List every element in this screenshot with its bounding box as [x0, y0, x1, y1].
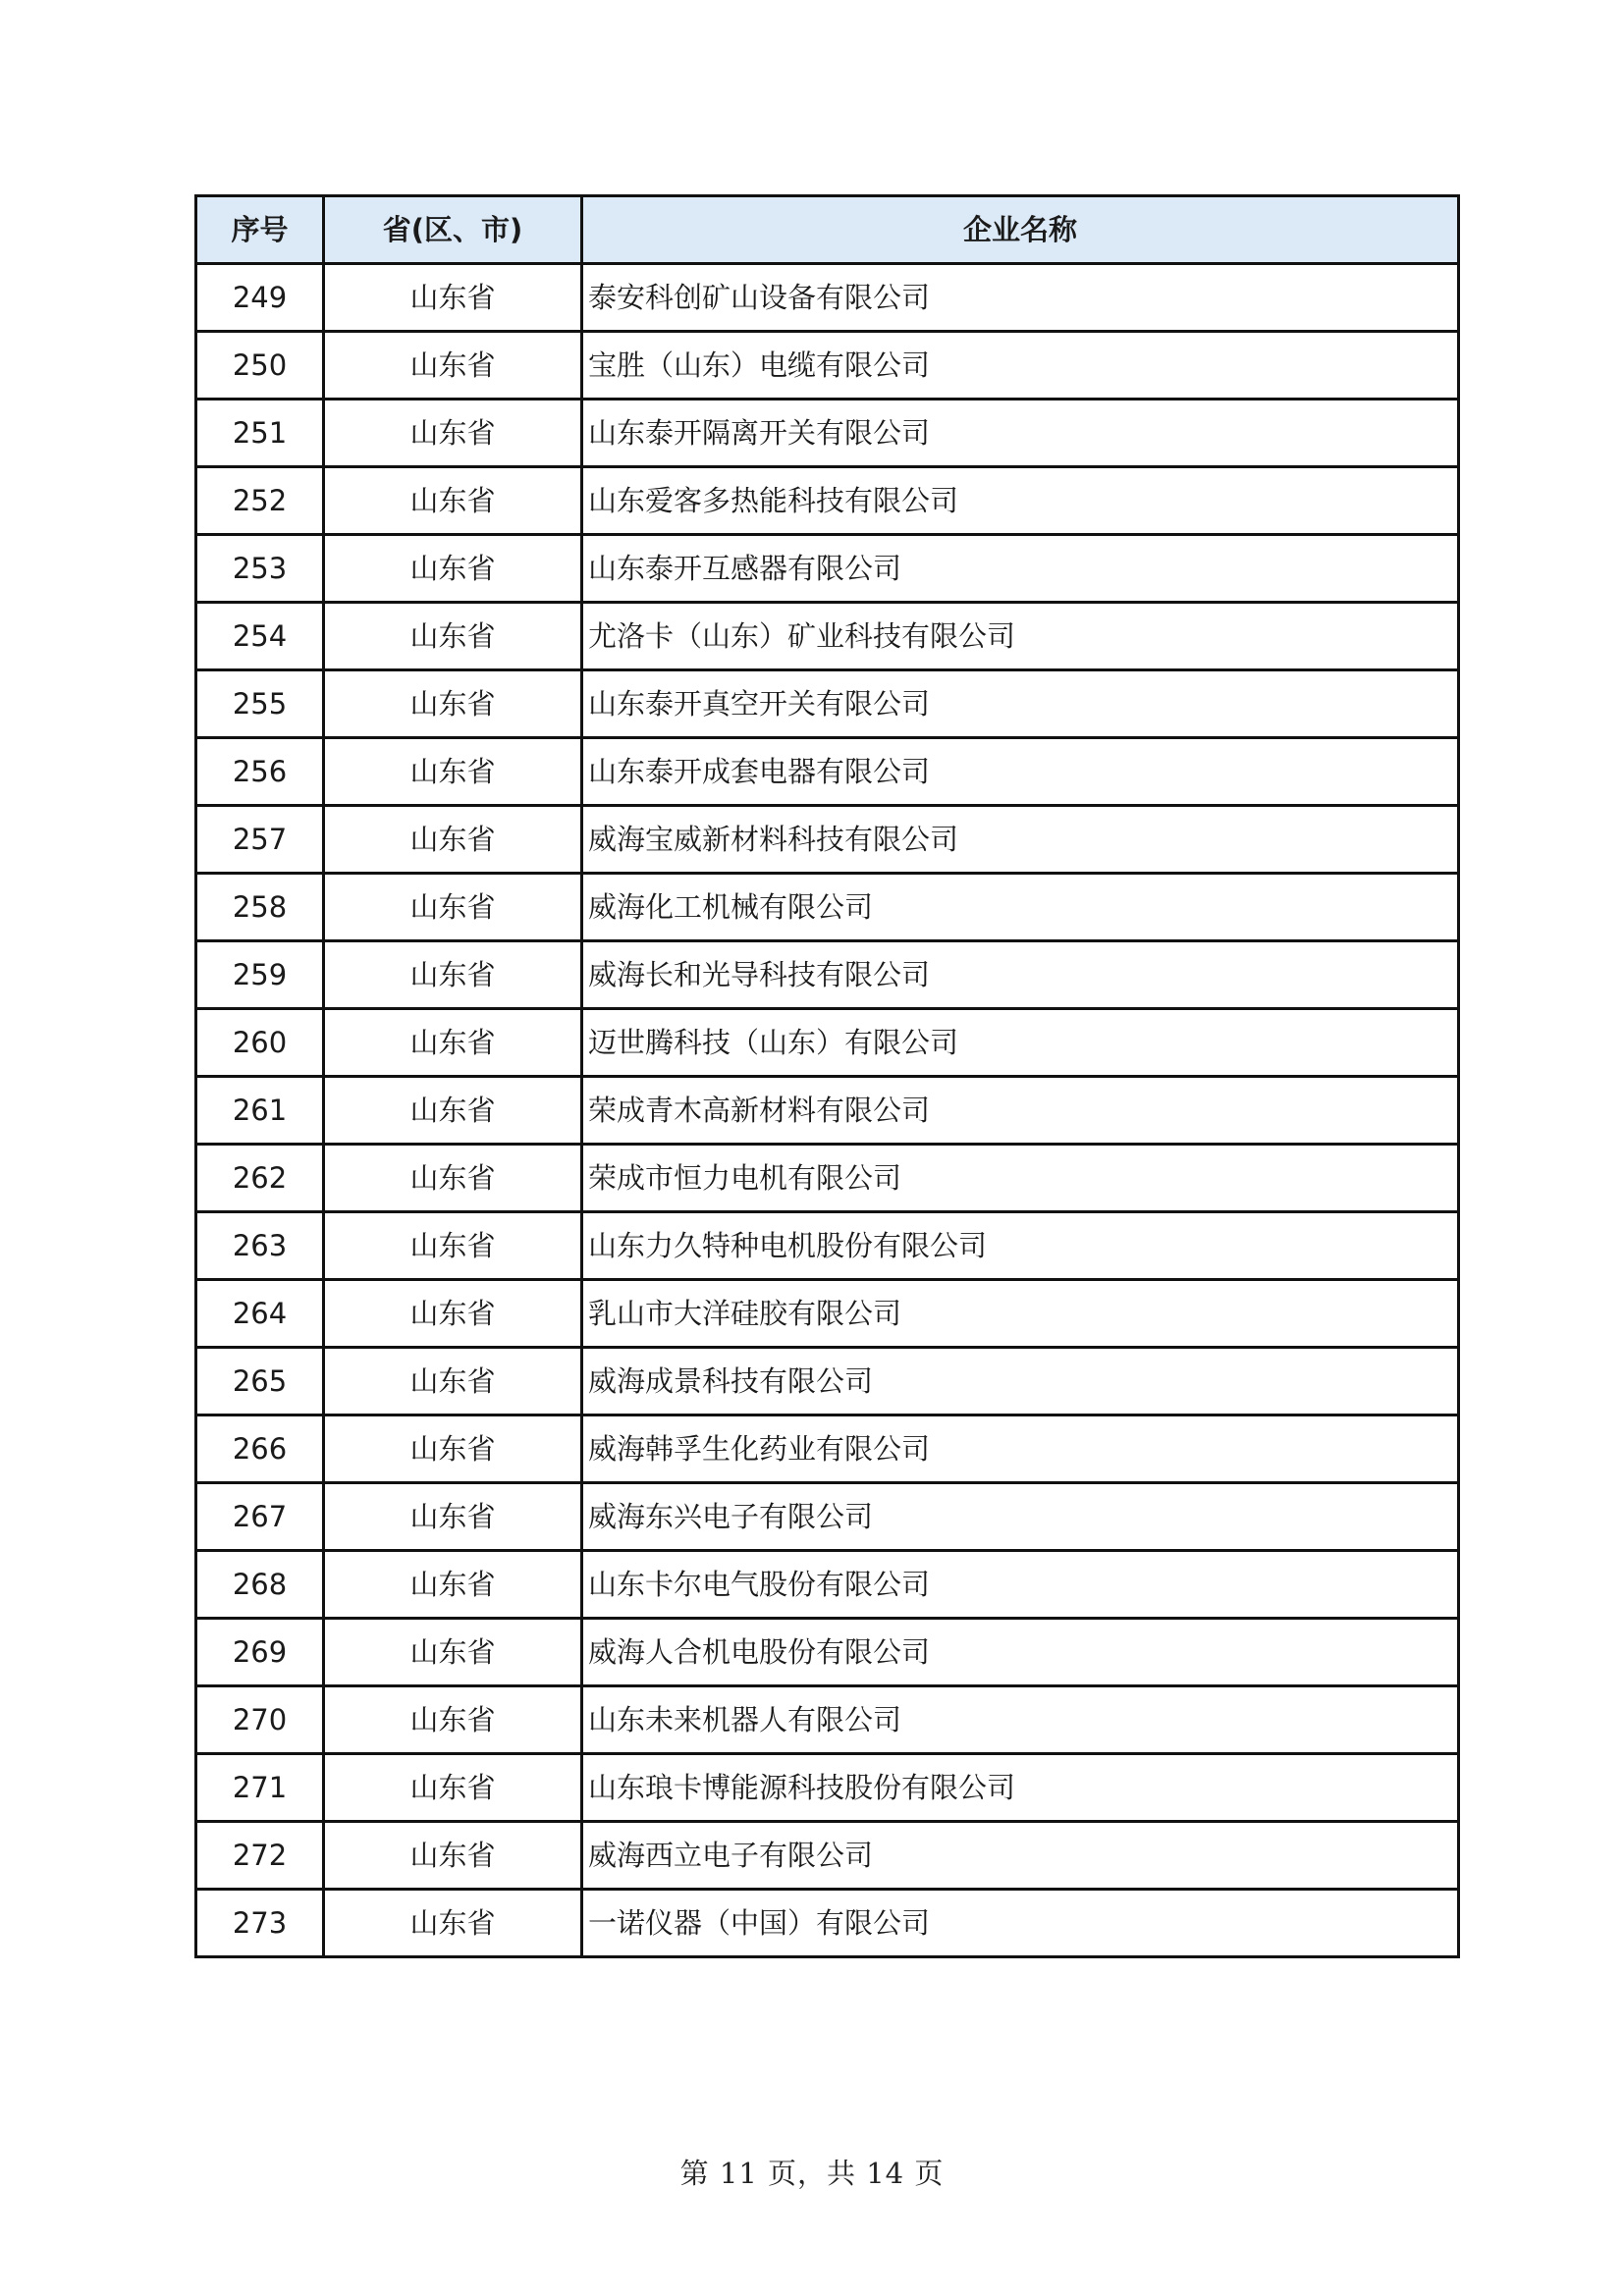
cell-serial-number: 249 — [196, 264, 324, 332]
table-row — [196, 1822, 1459, 1890]
cell-serial-number: 255 — [196, 670, 324, 738]
table-body — [196, 264, 1459, 1957]
table-row — [196, 1483, 1459, 1551]
cell-serial-number: 267 — [196, 1483, 324, 1551]
table-row — [196, 1348, 1459, 1415]
table-row — [196, 1212, 1459, 1280]
cell-province: 山东省 — [324, 332, 582, 400]
cell-company-name: 泰安科创矿山设备有限公司 — [582, 264, 1459, 332]
cell-serial-number: 258 — [196, 874, 324, 941]
table-row — [196, 1619, 1459, 1686]
table-row — [196, 332, 1459, 400]
table-row — [196, 1415, 1459, 1483]
cell-serial-number: 252 — [196, 467, 324, 535]
cell-province: 山东省 — [324, 535, 582, 603]
header-province: 省(区、市) — [324, 196, 582, 264]
cell-province: 山东省 — [324, 467, 582, 535]
cell-serial-number: 259 — [196, 941, 324, 1009]
cell-serial-number: 254 — [196, 603, 324, 670]
table-header — [196, 196, 1459, 264]
cell-province: 山东省 — [324, 1280, 582, 1348]
cell-serial-number: 273 — [196, 1890, 324, 1957]
cell-serial-number: 250 — [196, 332, 324, 400]
page-number-footer: 第 11 页，共 14 页 — [679, 2157, 945, 2190]
cell-company-name: 威海西立电子有限公司 — [582, 1822, 1459, 1890]
header-serial-number: 序号 — [196, 196, 324, 264]
cell-company-name: 山东泰开隔离开关有限公司 — [582, 400, 1459, 467]
cell-company-name: 迈世腾科技（山东）有限公司 — [582, 1009, 1459, 1077]
cell-company-name: 荣成市恒力电机有限公司 — [582, 1145, 1459, 1212]
cell-company-name: 山东琅卡博能源科技股份有限公司 — [582, 1754, 1459, 1822]
cell-province: 山东省 — [324, 264, 582, 332]
cell-company-name: 荣成青木高新材料有限公司 — [582, 1077, 1459, 1145]
cell-serial-number: 251 — [196, 400, 324, 467]
cell-company-name: 山东爱客多热能科技有限公司 — [582, 467, 1459, 535]
cell-province: 山东省 — [324, 670, 582, 738]
cell-company-name: 威海韩孚生化药业有限公司 — [582, 1415, 1459, 1483]
cell-province: 山东省 — [324, 874, 582, 941]
cell-company-name: 宝胜（山东）电缆有限公司 — [582, 332, 1459, 400]
cell-province: 山东省 — [324, 1754, 582, 1822]
cell-company-name: 威海宝威新材料科技有限公司 — [582, 806, 1459, 874]
cell-province: 山东省 — [324, 806, 582, 874]
cell-serial-number: 265 — [196, 1348, 324, 1415]
cell-province: 山东省 — [324, 1890, 582, 1957]
cell-company-name: 威海东兴电子有限公司 — [582, 1483, 1459, 1551]
table-row — [196, 1551, 1459, 1619]
header-company-name: 企业名称 — [582, 196, 1459, 264]
table-row — [196, 1009, 1459, 1077]
cell-serial-number: 268 — [196, 1551, 324, 1619]
cell-province: 山东省 — [324, 1145, 582, 1212]
table-row — [196, 400, 1459, 467]
table-row — [196, 874, 1459, 941]
table-row — [196, 941, 1459, 1009]
company-table — [194, 194, 1460, 1958]
cell-province: 山东省 — [324, 1212, 582, 1280]
table-row — [196, 1280, 1459, 1348]
table-row — [196, 738, 1459, 806]
cell-company-name: 威海化工机械有限公司 — [582, 874, 1459, 941]
cell-serial-number: 266 — [196, 1415, 324, 1483]
cell-serial-number: 257 — [196, 806, 324, 874]
cell-company-name: 山东泰开成套电器有限公司 — [582, 738, 1459, 806]
cell-province: 山东省 — [324, 1415, 582, 1483]
cell-province: 山东省 — [324, 1009, 582, 1077]
cell-province: 山东省 — [324, 400, 582, 467]
cell-serial-number: 271 — [196, 1754, 324, 1822]
table-row — [196, 467, 1459, 535]
cell-serial-number: 270 — [196, 1686, 324, 1754]
table-row — [196, 1686, 1459, 1754]
table-row — [196, 535, 1459, 603]
cell-serial-number: 253 — [196, 535, 324, 603]
cell-company-name: 乳山市大洋硅胶有限公司 — [582, 1280, 1459, 1348]
cell-province: 山东省 — [324, 1551, 582, 1619]
cell-province: 山东省 — [324, 1686, 582, 1754]
table-row — [196, 806, 1459, 874]
table-row — [196, 1890, 1459, 1957]
table-row — [196, 264, 1459, 332]
cell-company-name: 尤洛卡（山东）矿业科技有限公司 — [582, 603, 1459, 670]
cell-serial-number: 260 — [196, 1009, 324, 1077]
cell-company-name: 山东未来机器人有限公司 — [582, 1686, 1459, 1754]
table-row — [196, 603, 1459, 670]
cell-company-name: 山东泰开互感器有限公司 — [582, 535, 1459, 603]
cell-serial-number: 261 — [196, 1077, 324, 1145]
cell-company-name: 一诺仪器（中国）有限公司 — [582, 1890, 1459, 1957]
cell-province: 山东省 — [324, 941, 582, 1009]
table-row — [196, 670, 1459, 738]
cell-province: 山东省 — [324, 1348, 582, 1415]
cell-serial-number: 263 — [196, 1212, 324, 1280]
cell-serial-number: 256 — [196, 738, 324, 806]
cell-company-name: 山东力久特种电机股份有限公司 — [582, 1212, 1459, 1280]
header-row — [196, 196, 1459, 264]
cell-province: 山东省 — [324, 603, 582, 670]
cell-company-name: 威海成景科技有限公司 — [582, 1348, 1459, 1415]
cell-serial-number: 264 — [196, 1280, 324, 1348]
cell-serial-number: 262 — [196, 1145, 324, 1212]
cell-province: 山东省 — [324, 1077, 582, 1145]
cell-serial-number: 269 — [196, 1619, 324, 1686]
cell-province: 山东省 — [324, 1619, 582, 1686]
cell-company-name: 山东泰开真空开关有限公司 — [582, 670, 1459, 738]
cell-company-name: 威海长和光导科技有限公司 — [582, 941, 1459, 1009]
cell-province: 山东省 — [324, 1822, 582, 1890]
table-row — [196, 1077, 1459, 1145]
table-row — [196, 1145, 1459, 1212]
cell-province: 山东省 — [324, 738, 582, 806]
cell-province: 山东省 — [324, 1483, 582, 1551]
cell-serial-number: 272 — [196, 1822, 324, 1890]
cell-company-name: 山东卡尔电气股份有限公司 — [582, 1551, 1459, 1619]
cell-company-name: 威海人合机电股份有限公司 — [582, 1619, 1459, 1686]
table-row — [196, 1754, 1459, 1822]
